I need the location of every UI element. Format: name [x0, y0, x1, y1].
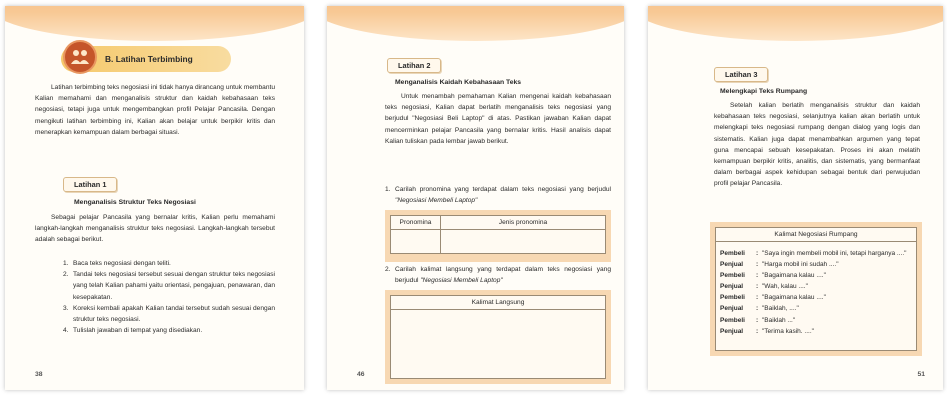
- dialog-line: Penjual : "Baiklah, ....": [720, 305, 799, 313]
- latihan-3-paragraph: Setelah kalian berlatih menganalisis struktur dan kaidah kebahasaan teks negosiasi, selanjutnya kalian akan berlatih untuk melengkapi teks negosiasi rumpang dengan dialog yang logis dan sistematis. Kalian juga dapat menambahkan argumen yang tepat guna mencapai sebuah kesepakatan. Proses ini akan melatih kemampuan berpikir kritis, analitis, dan sistematis, yang bermanfaat dalam berbagai aspek kehidupan sebagai bentuk dari perwujudan profil pelajar Pancasila.: [714, 102, 920, 188]
- dialog-list: [716, 242, 916, 341]
- latihan-2-tag: Latihan 2: [387, 58, 441, 73]
- list-item: 1. Baca teks negosiasi dengan teliti.: [63, 260, 171, 267]
- kalimat-langsung-box: [385, 290, 611, 384]
- people-group-icon: [63, 40, 97, 74]
- list-item: 3. Koreksi kembali apakah Kalian tandai tersebut sudah sesuai dengan struktur teks negosiasi.: [63, 304, 275, 324]
- page-number: 51: [917, 371, 925, 378]
- latihan-1-subhead: Menganalisis Struktur Teks Negosiasi: [74, 199, 196, 206]
- answer-area[interactable]: [391, 310, 605, 376]
- latihan-1-paragraph: Sebagai pelajar Pancasila yang bernalar kritis, Kalian perlu memahami langkah-langkah menganalisis struktur teks negosiasi. Langkah-langkah tersebut adalah sebagai berikut.: [35, 214, 275, 244]
- box-header: Kalimat Langsung: [391, 296, 605, 310]
- list-item: 2. Tandai teks negosiasi tersebut sesuai dengan struktur teks negosiasi yang telah Kalian pahami yaitu orientasi, pengajuan, penawaran, dan kesepakatan.: [63, 271, 275, 301]
- page-number: 46: [357, 371, 365, 378]
- dialog-line: Penjual : "Harga mobil ini sudah ....": [720, 261, 839, 269]
- latihan-1-tag: Latihan 1: [63, 177, 117, 192]
- page-38: [5, 6, 304, 390]
- question-1: 1. Carilah pronomina yang terdapat dalam teks negosiasi yang berjudul "Negosiasi Membeli Laptop": [385, 186, 611, 205]
- latihan-3-subhead: Melengkapi Teks Rumpang: [720, 88, 808, 95]
- latihan-2-subhead: Menganalisis Kaidah Kebahasaan Teks: [395, 79, 522, 86]
- latihan-3-tag: Latihan 3: [714, 67, 768, 82]
- pronomina-table: [390, 215, 606, 254]
- dialog-line: Penjual : "Terima kasih. ....": [720, 327, 814, 335]
- answer-cell[interactable]: [441, 230, 606, 254]
- dialog-line: Pembeli : "Bagaimana kalau ....": [720, 294, 826, 302]
- dialog-line: Pembeli : "Bagaimana kalau ....": [720, 272, 826, 280]
- section-title: B. Latihan Terbimbing: [61, 46, 231, 72]
- list-item: 4. Tulislah jawaban di tempat yang disediakan.: [63, 327, 203, 335]
- steps-list: [63, 258, 275, 336]
- dialog-line: Penjual : "Wah, kalau ....": [720, 283, 808, 291]
- page-number: 38: [35, 371, 43, 378]
- dialog-line: Pembeli : "Saya ingin membeli mobil ini, tetapi harganya ....": [720, 250, 907, 257]
- dialog-line: Pembeli : "Baiklah ...": [720, 316, 796, 324]
- question-2: 2. Carilah kalimat langsung yang terdapat dalam teks negosiasi yang berjudul "Negosiasi Membeli Laptop": [385, 266, 611, 285]
- page-46: [327, 6, 624, 390]
- table-header: Jenis pronomina: [441, 216, 606, 230]
- latihan-2-paragraph: Untuk menambah pemahaman Kalian mengenai kaidah kebahasaan teks negosiasi, Kalian dapat berlatih menganalisis teks negosiasi yang berjudul "Negosiasi Beli Laptop" di atas. Pastikan jawaban Kalian dapat mencerminkan pelajar Pancasila yang bernalar kritis. Hasil analisis dapat Kalian tuliskan pada lembar jawab berikut.: [385, 93, 611, 145]
- intro-paragraph: Latihan terbimbing teks negosiasi ini tidak hanya dirancang untuk membantu Kalian memahami dan menganalisis struktur dan kaidah kebahasaan teks negosiasi, tetapi juga untuk mengembangkan profil Pelajar Pancasila. Dengan mengikuti latihan terbimbing ini, Kalian akan belajar untuk berpikir kritis dan menerapkan kemampuan dalam berbagai situasi.: [35, 84, 275, 136]
- table-header: Pronomina: [391, 216, 441, 230]
- box-header: Kalimat Negosiasi Rumpang: [716, 228, 916, 242]
- pronomina-table-box: [385, 210, 611, 262]
- page-51: [648, 6, 943, 390]
- answer-cell[interactable]: [391, 230, 441, 254]
- negosiasi-rumpang-box: [710, 222, 922, 356]
